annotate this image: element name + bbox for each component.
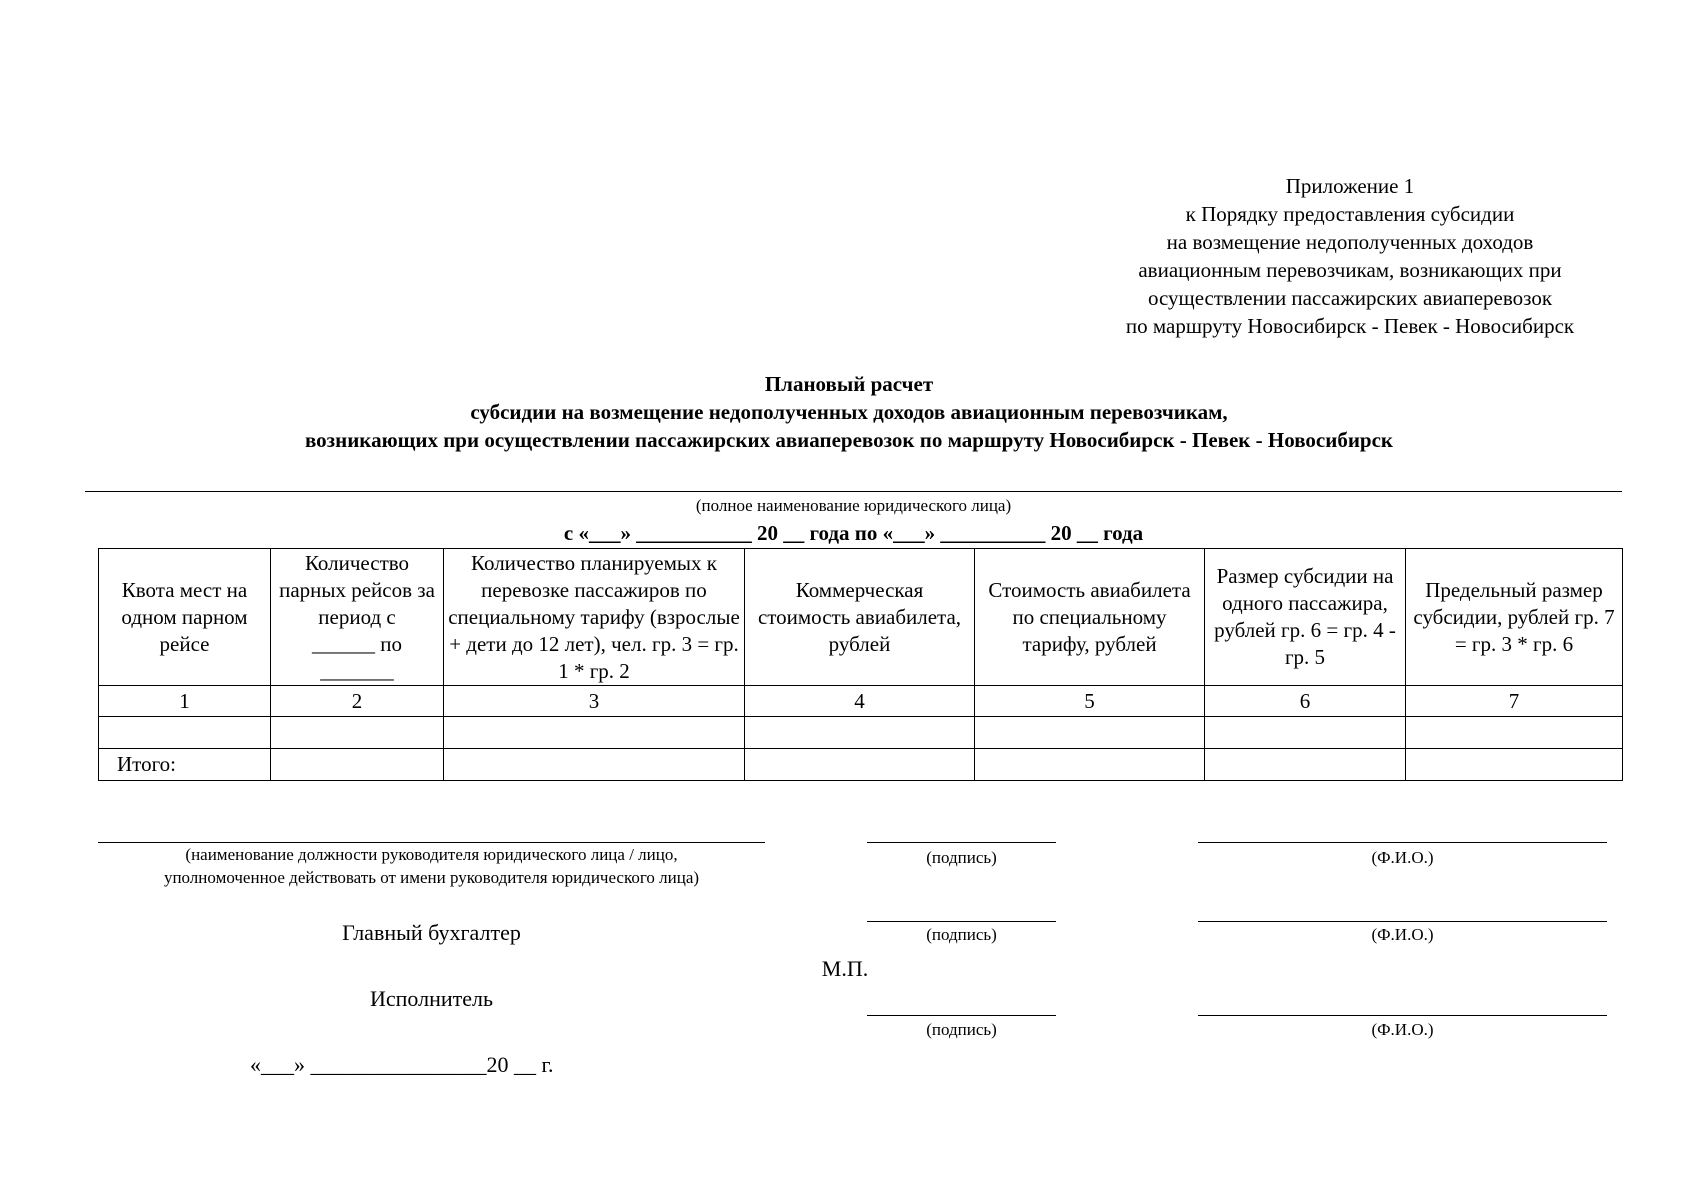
column-number: 4: [745, 686, 975, 717]
column-number: 5: [975, 686, 1205, 717]
table-column-numbers-row: [99, 686, 1623, 717]
table-cell: [975, 717, 1205, 749]
table-total-row: [99, 749, 1623, 781]
appendix-line: к Порядку предоставления субсидии: [1185, 202, 1515, 226]
executor-signature-caption: (подпись): [926, 1020, 997, 1039]
date-line: «___» ________________20 __ г.: [250, 1052, 554, 1077]
appendix-block: [1030, 172, 1670, 340]
header-flights-text: Количество парных рейсов за период с: [279, 550, 435, 629]
executor-name-caption: (Ф.И.О.): [1371, 1020, 1434, 1039]
table-cell: [99, 717, 271, 749]
document-title: [0, 370, 1698, 454]
accountant-name-line: [1198, 921, 1607, 922]
header-commercial-price: Коммерческая стоимость авиабилета, рублей: [745, 549, 975, 686]
title-line-2: субсидии на возмещение недополученных доходов авиационным перевозчикам,: [470, 400, 1228, 424]
column-number: 7: [1406, 686, 1623, 717]
table-cell: [1406, 717, 1623, 749]
entity-name-line: [85, 491, 1622, 492]
header-passengers: Количество планируемых к перевозке пассажиров по специальному тарифу (взрослые + дети до 12 лет), чел. гр. 3 = гр. 1 * гр. 2: [444, 549, 745, 686]
header-flights-blank-to: _______: [320, 658, 394, 683]
table-header-row: [99, 549, 1623, 686]
total-label: Итого:: [99, 749, 271, 781]
executor-label: Исполнитель: [369, 986, 494, 1011]
executor-signature-line: [867, 1015, 1056, 1016]
column-number: 3: [444, 686, 745, 717]
title-line-3: возникающих при осуществлении пассажирских авиаперевозок по маршруту Новосибирск - Певек - Новосибирск: [304, 428, 1394, 452]
table-cell: [444, 749, 745, 781]
accountant-name-caption: (Ф.И.О.): [1371, 925, 1434, 944]
appendix-line: авиационным перевозчикам, возникающих при: [1138, 258, 1562, 282]
title-line-1: Плановый расчет: [764, 372, 934, 396]
table-cell: [975, 749, 1205, 781]
executor-name-line: [1198, 1015, 1607, 1016]
head-name-caption: (Ф.И.О.): [1371, 848, 1434, 867]
appendix-line: на возмещение недополученных доходов: [1166, 230, 1534, 254]
head-name-line: [1198, 842, 1607, 843]
table-cell: [271, 749, 444, 781]
header-flights-to: по: [375, 631, 402, 656]
table-cell: [745, 717, 975, 749]
header-flights: [271, 549, 444, 686]
chief-accountant-label: Главный бухгалтер: [342, 920, 521, 945]
subsidy-table: [98, 548, 1623, 781]
head-signature-caption: (подпись): [926, 848, 997, 867]
header-subsidy-per-passenger: Размер субсидии на одного пассажира, рублей гр. 6 = гр. 4 - гр. 5: [1205, 549, 1406, 686]
table-cell: [1406, 749, 1623, 781]
head-signature-line: [867, 842, 1056, 843]
table-cell: [444, 717, 745, 749]
column-number: 1: [99, 686, 271, 717]
entity-name-caption: (полное наименование юридического лица): [695, 496, 1012, 515]
table-cell: [1205, 717, 1406, 749]
column-number: 6: [1205, 686, 1406, 717]
accountant-signature-line: [867, 921, 1056, 922]
header-quota: Квота мест на одном парном рейсе: [99, 549, 271, 686]
appendix-line: по маршруту Новосибирск - Певек - Новосибирск: [1125, 314, 1575, 338]
table-cell: [745, 749, 975, 781]
appendix-line: осуществлении пассажирских авиаперевозок: [1147, 286, 1553, 310]
head-position-caption-2: уполномоченное действовать от имени руководителя юридического лица): [163, 868, 700, 887]
head-position-line: [98, 842, 765, 843]
table-cell: [1205, 749, 1406, 781]
header-max-subsidy: Предельный размер субсидии, рублей гр. 7 = гр. 3 * гр. 6: [1406, 549, 1623, 686]
table-row: [99, 717, 1623, 749]
appendix-line: Приложение 1: [1285, 174, 1415, 198]
table-cell: [271, 717, 444, 749]
stamp-place: М.П.: [821, 956, 869, 981]
head-position-caption-1: (наименование должности руководителя юридического лица / лицо,: [185, 845, 678, 864]
period-line: с «___» ___________ 20 __ года по «___» __________ 20 __ года: [563, 521, 1144, 545]
column-number: 2: [271, 686, 444, 717]
header-special-price: Стоимость авиабилета по специальному тарифу, рублей: [975, 549, 1205, 686]
header-flights-blank-from: ______: [312, 631, 375, 656]
accountant-signature-caption: (подпись): [926, 925, 997, 944]
